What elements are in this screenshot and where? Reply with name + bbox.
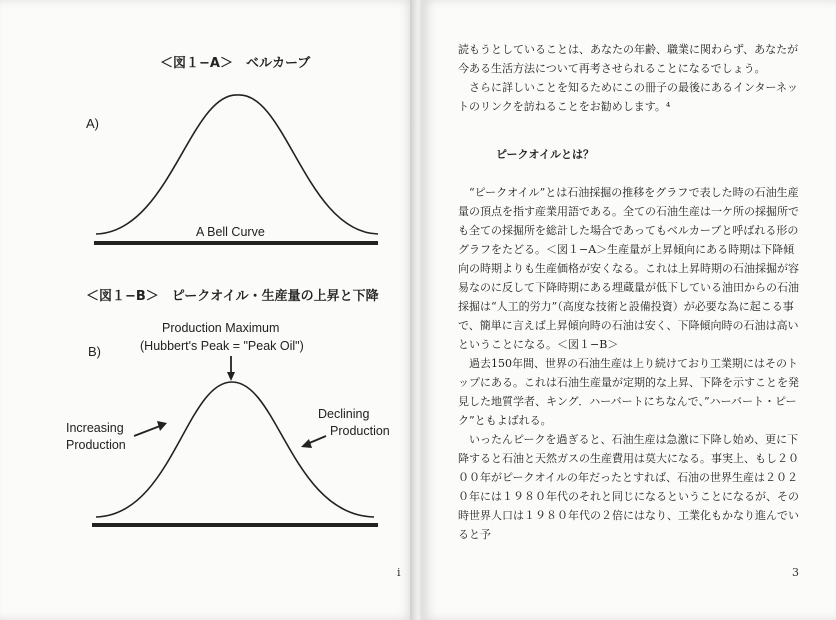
increasing-arrow-head — [157, 421, 167, 431]
intro-paragraph: さらに詳しいことを知るためにこの冊子の最後にあるインターネットのリンクを訪ねることをお勧めします。⁴ — [458, 81, 799, 113]
increasing-arrow-line — [134, 426, 160, 436]
declining-arrow-head — [301, 439, 312, 448]
peak-label-line1: Production Maximum — [162, 321, 280, 335]
left-page — [0, 0, 414, 620]
intro-paragraph: 読もうとしていることは、あなたの年齢、職業に関わらず、あなたが今ある生活方法について再考させられることになるでしょう。 — [458, 43, 799, 75]
figure-b-title: ＜図１−B＞ ピークオイル・生産量の上昇と下降 — [86, 289, 379, 304]
body-paragraph: いったんピークを過ぎると、石油生産は急激に下降し始め、更に下降すると石油と天然ガスの生産費用は莫大になる。事実上、もし２０００年がピークオイルの年だったとすれば、石油の世界生産は２０２０年には１９８０年代のそれと同じになるということになるが、その時世界人口は１９８０年代の２倍にはなり、工業化もかなり進んでいると予 — [458, 433, 799, 541]
increasing-label-line1: Increasing — [66, 421, 124, 435]
figure-b-bell-curve — [96, 382, 374, 517]
figure-a-bell-curve — [96, 95, 378, 234]
figure-a-curve-label: A Bell Curve — [196, 225, 265, 239]
section-heading: ピークオイルとは？ — [496, 148, 595, 161]
declining-label-line1: Declining — [318, 407, 370, 421]
main-body-text — [458, 183, 800, 544]
figure-a-title: ＜図１−A＞ ベルカーブ — [160, 56, 311, 71]
body-paragraph: 過去150年間、世界の石油生産は上り続けており工業期にはそのトップにある。これは石油生産量が定期的な上昇、下降を示すことを発見した地質学者、キング．ハーバートにちなんで、”ハーバート・ピーク”ともよばれる。 — [458, 357, 799, 427]
peak-label-line2: (Hubbert's Peak = "Peak Oil") — [140, 339, 304, 353]
bell-curve-figures — [0, 0, 414, 620]
left-page-number: i — [397, 566, 401, 579]
right-page — [422, 0, 836, 620]
figure-a-panel-label: A) — [86, 116, 99, 131]
declining-label-line2: Production — [330, 424, 390, 438]
peak-arrow-head — [227, 372, 235, 381]
right-page-number: 3 — [792, 566, 799, 579]
intro-text — [458, 40, 800, 116]
body-paragraph: “ピークオイル”とは石油採掘の推移をグラフで表した時の石油生産量の頂点を指す産業用語である。全ての石油生産は一ケ所の採掘所でも全ての採掘所を総計した場合であってもベルカーブと呼ばれる形のグラフをたどる。＜図１−A＞生産量が上昇傾向にある時期は下降傾向の時期よりも生産価格が安くなる。これは上昇時期の石油採掘が容易なのに反して下降時期にある埋蔵量が低下している油田からの石油採掘は“人工的労力”（高度な技術と設備投資）が必要な為に起こる事で、簡単に言えば上昇傾向時の石油は安く、下降傾向時の石油は高いということになる。＜図１−B＞ — [458, 186, 799, 351]
figure-b-panel-label: B) — [88, 344, 101, 359]
increasing-label-line2: Production — [66, 438, 126, 452]
